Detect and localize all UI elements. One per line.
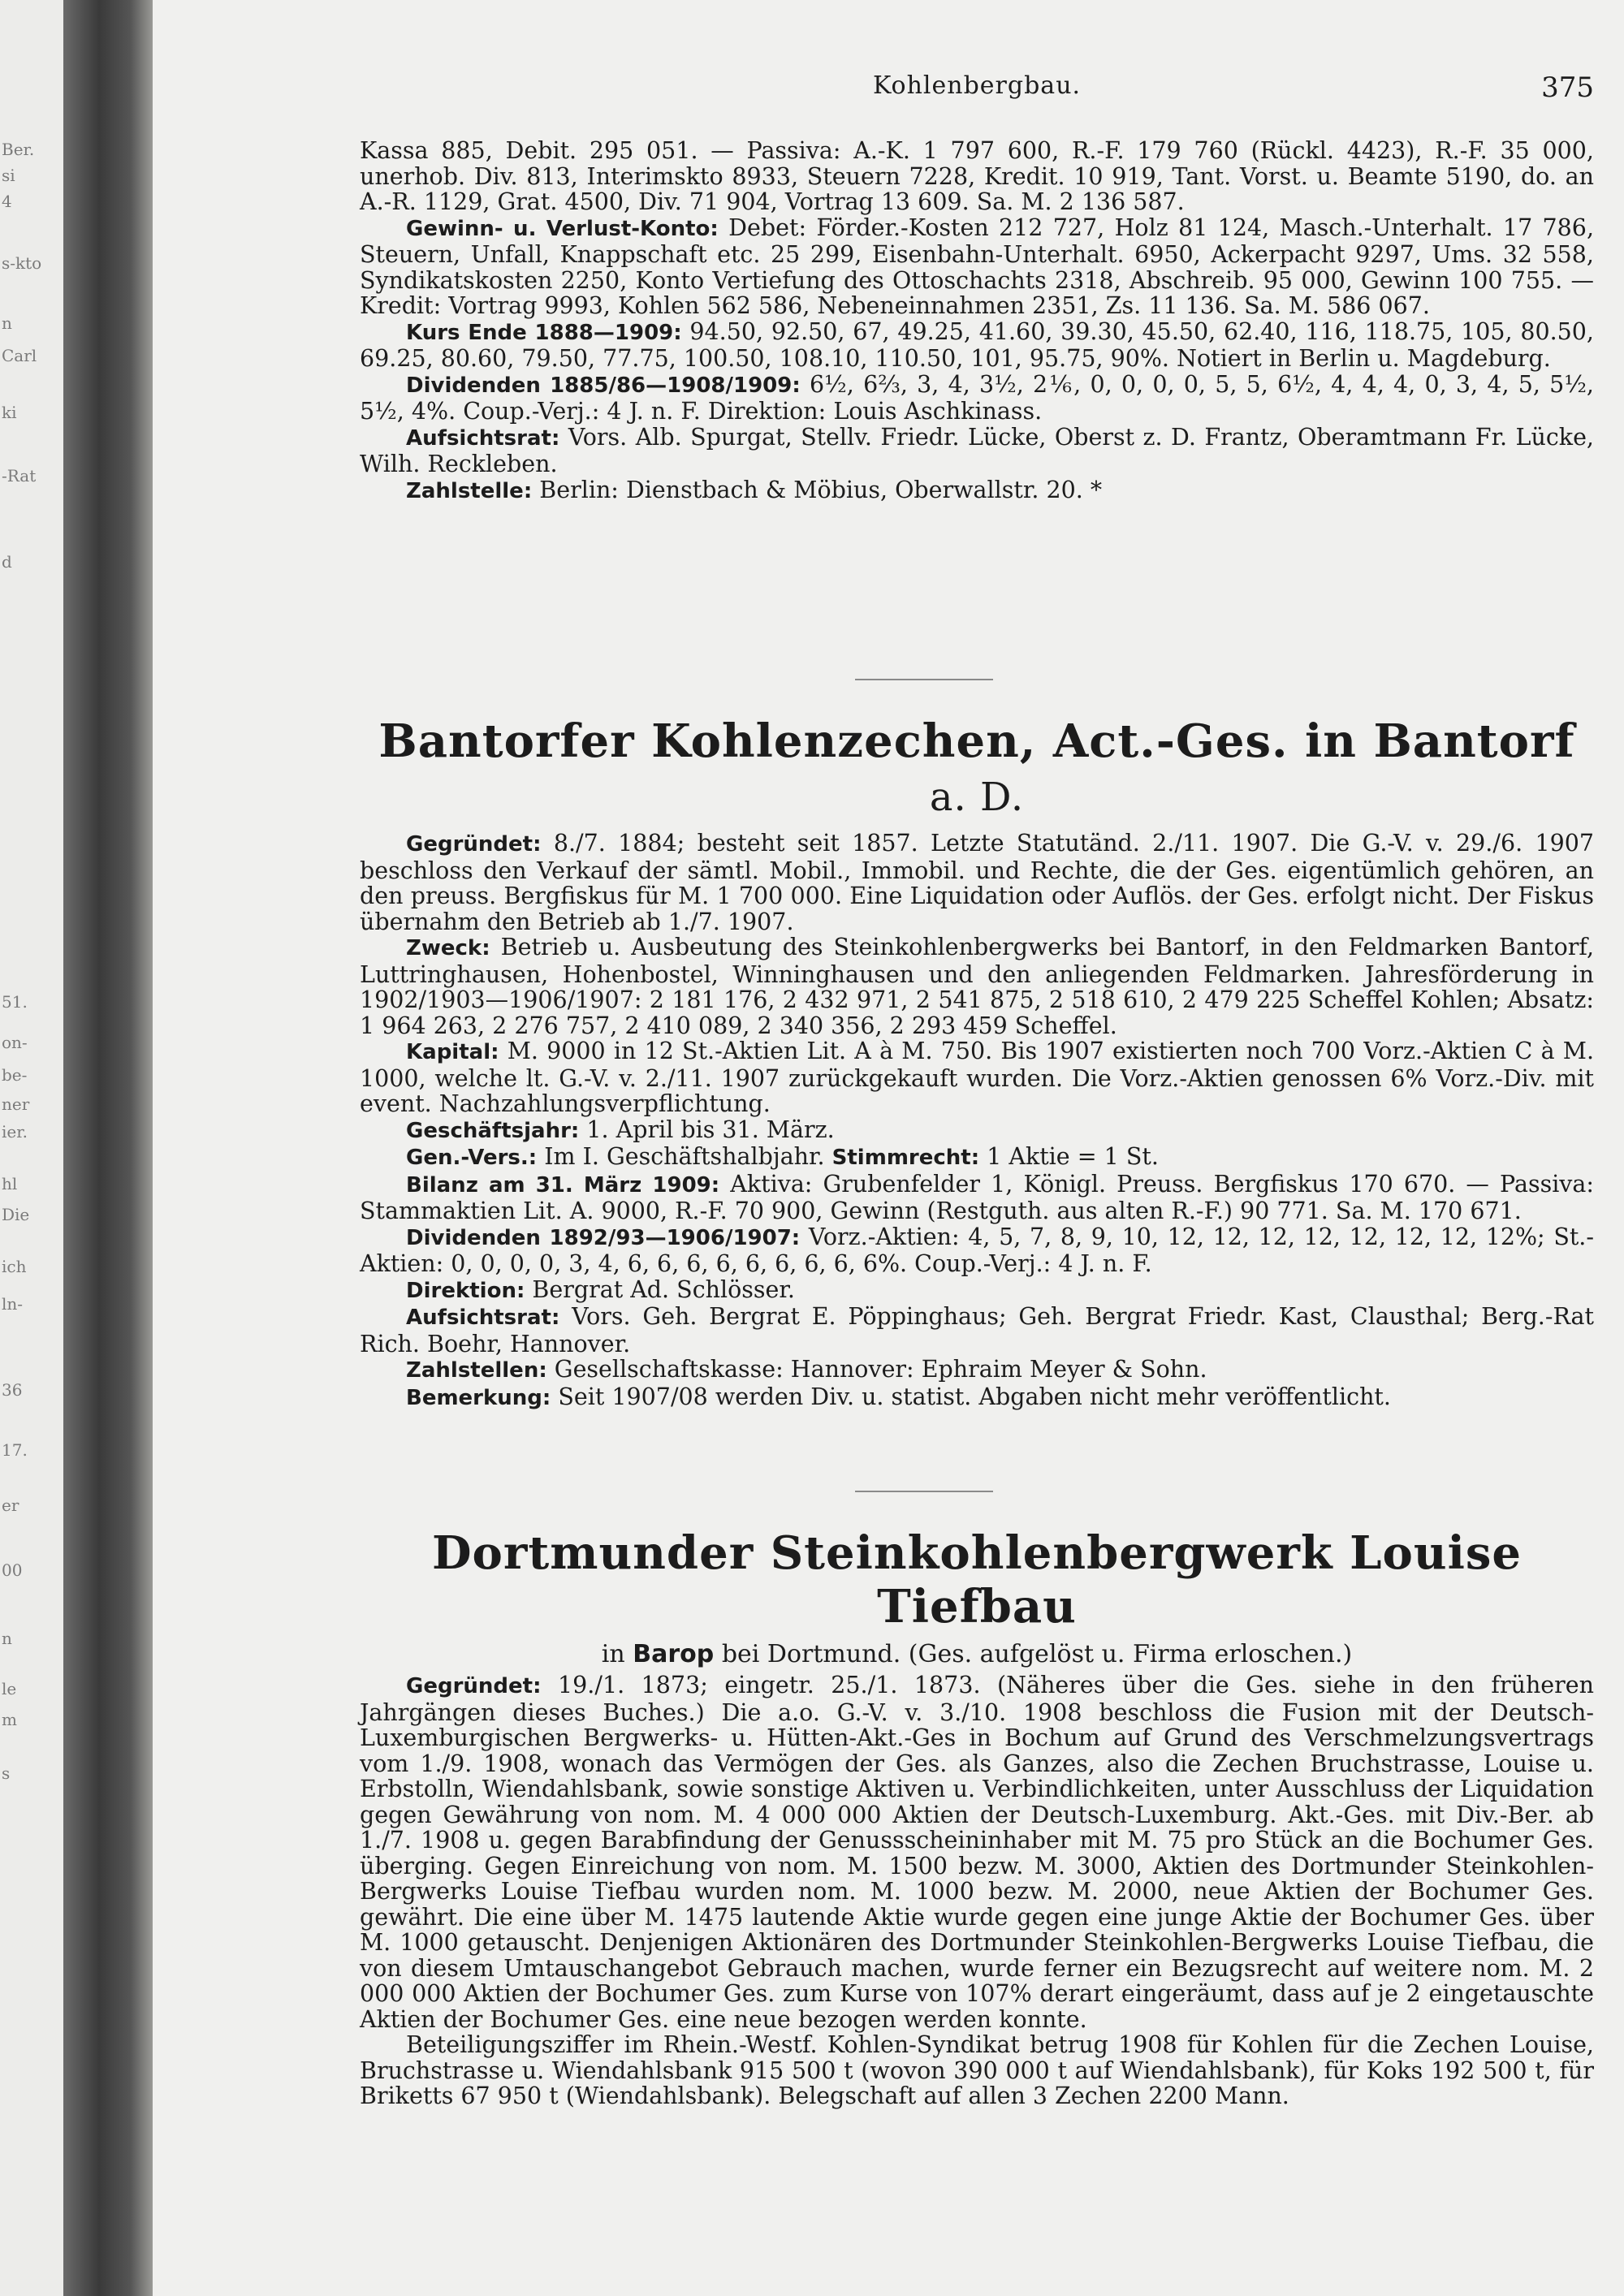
- fiscal-year: Geschäftsjahr: 1. April bis 31. März.: [406, 1116, 835, 1143]
- margin-fragment: Ber.: [2, 140, 35, 159]
- margin-fragment: n: [2, 1629, 12, 1648]
- margin-fragment: m: [2, 1710, 17, 1729]
- founded: Gegründet: 19./1. 1873; eingetr. 25./1. 1873. (Näheres über die Ges. siehe in den früheren Jahrgängen dieses Buches.) Die a.o. G.-V. v. 3./10. 1908 beschloss die Fusion mit der Deutsch-Luxemburgischen Bergwerks- u. Hütten-Akt.-Ges in Bochum auf Grund des Verschmelzungsvertrags vom 1./9. 1908, wonach das Vermögen der Ges. als Ganzes, also die Zechen Bruchstrasse, Louise u. Erbstolln, Wiendahlsbank, sowie sonstige Aktiven u. Verbindlichkeiten, unter Ausschluss der Liquidation gegen Gewährung von nom. M. 4 000 000 Aktien der Deutsch-Luxemburg. Akt.-Ges. mit Div.-Ber. ab 1./7. 1908 u. gegen Barabfindung der Genussscheininhaber mit M. 75 pro Stück an die Bochumer Ges. überging. Gegen Einreichung von nom. M. 1500 bezw. M. 3000, Aktien des Dortmunder Steinkohlen-Bergwerks Louise Tiefbau wurden nom. M. 1000 bezw. M. 2000, neue Aktien der Bochumer Ges. gewährt. Die eine über M. 1475 lautende Aktie wurde gegen eine junge Aktie der Bochumer Ges. über M. 1000 getauscht. Denjenigen Aktionären des Dortmunder Steinkohlen-Bergwerks Louise Tiefbau, die von diesem Umtauschangebot Gebrauch machen, wurde ferner ein Bezugsrecht auf weitere nom. M. 2 000 000 Aktien der Bochumer Ges. zum Kurse von 107% derart eingeräumt, dass auf je 2 eingetauschte Aktien der Bochumer Ges. eine neue bezogen werden konnte.: [360, 1672, 1595, 2033]
- syndicate-quota: Beteiligungsziffer im Rhein.-Westf. Kohlen-Syndikat betrug 1908 für Kohlen für die Zechen Louise, Bruchstrasse u. Wiendahlsbank 915 500 t (wovon 390 000 t auf Wiendahlsbank), für Koks 192 500 t, für Briketts 67 950 t (Wiendahlsbank). Belegschaft auf allen 3 Zechen 2200 Mann.: [360, 2031, 1594, 2109]
- margin-fragment: ki: [2, 403, 17, 422]
- entry-dortmund: [360, 1526, 1594, 2109]
- section-divider: [855, 1491, 993, 1492]
- dividends: Dividenden 1892/93—1906/1907: Vorz.-Aktien: 4, 5, 7, 8, 9, 10, 12, 12, 12, 12, 12, 12, 12, 12%; St.-Aktien: 0, 0, 0, 0, 3, 4, 6, 6, 6, 6, 6, 6, 6, 6, 6%. Coup.-Verj.: 4 J. n. F.: [360, 1223, 1594, 1277]
- margin-fragment: hl: [2, 1174, 18, 1193]
- margin-fragment: s: [2, 1763, 11, 1783]
- company-location: in Barop bei Dortmund. (Ges. aufgelöst u. Firma erloschen.): [601, 1640, 1353, 1668]
- margin-fragment: -Rat: [2, 466, 37, 486]
- balance-continuation: Kassa 885, Debit. 295 051. — Passiva: A.-K. 1 797 600, R.-F. 179 760 (Rückl. 4423), R.-F. 35 000, unerhob. Div. 813, Interimskto 8933, Steuern 7228, Kredit. 10 919, Tant. Vorst. u. Beamte 5190, do. an A.-R. 1129, Grat. 4500, Div. 71 904, Vortrag 13 609. Sa. M. 2 136 587.: [360, 137, 1594, 215]
- paying-agent: Zahlstelle: Berlin: Dienstbach & Möbius, Oberwallstr. 20. *: [406, 476, 1103, 503]
- margin-fragment: 36: [2, 1380, 23, 1400]
- margin-fragment: ner: [2, 1094, 30, 1114]
- margin-fragment: ich: [2, 1257, 27, 1276]
- margin-fragment: d: [2, 552, 12, 572]
- paying-agents: Zahlstellen: Gesellschaftskasse: Hannover: Ephraim Meyer & Sohn.: [406, 1356, 1207, 1383]
- founded: Gegründet: 8./7. 1884; besteht seit 1857. Letzte Statutänd. 2./11. 1907. Die G.-V. v. 29./6. 1907 beschloss den Verkauf der sämtl. Mobil., Immobil. und Rechte, die der Ges. eigentümlich gehören, an den preuss. Bergfiskus für M. 1 700 000. Eine Liquidation oder Auflös. der Ges. erfolgt nicht. Der Fiskus übernahm den Betrieb ab 1./7. 1907.: [360, 830, 1595, 935]
- margin-fragment: s-kto: [2, 253, 42, 273]
- page-number: 375: [1541, 71, 1594, 104]
- book-page: [153, 0, 1624, 2296]
- management: Direktion: Bergrat Ad. Schlösser.: [406, 1275, 795, 1303]
- margin-fragment: 4: [2, 192, 12, 211]
- company-heading: Bantorfer Kohlenzechen, Act.-Ges. in Bantorf a. D.: [378, 714, 1575, 820]
- company-heading: Dortmunder Steinkohlenbergwerk Louise Tiefbau: [431, 1526, 1522, 1634]
- section-divider: [855, 679, 993, 680]
- margin-fragment: 00: [2, 1560, 23, 1580]
- remark: Bemerkung: Seit 1907/08 werden Div. u. statist. Abgaben nicht mehr veröffentlicht.: [406, 1383, 1391, 1410]
- margin-fragment: ln-: [2, 1294, 24, 1314]
- margin-fragment: be-: [2, 1065, 28, 1085]
- dividends: Dividenden 1885/86—1908/1909: 6½, 6⅔, 3, 4, 3½, 2⅙, 0, 0, 0, 0, 5, 5, 6½, 4, 4, 4, 0, 3, 4, 5, 5½, 5½, 4%. Coup.-Verj.: 4 J. n. F. Direktion: Louis Aschkinass.: [360, 370, 1594, 425]
- margin-fragment: n: [2, 313, 12, 333]
- general-meeting: Gen.-Vers.: Im I. Geschäftshalbjahr. Stimmrecht: 1 Aktie = 1 St.: [406, 1143, 1159, 1170]
- margin-fragment: Carl: [2, 346, 37, 365]
- facing-page-margin: [0, 0, 63, 2296]
- entry-continued: [360, 138, 1594, 504]
- running-head: [360, 71, 1594, 104]
- margin-fragment: ier.: [2, 1122, 28, 1142]
- running-title: Kohlenbergbau.: [872, 71, 1082, 100]
- margin-fragment: 51.: [2, 992, 28, 1012]
- balance-sheet: Bilanz am 31. März 1909: Aktiva: Grubenfelder 1, Königl. Preuss. Bergfiskus 170 670. — Passiva: Stammaktien Lit. A. 9000, R.-F. 70 900, Gewinn (Restguth. aus alten R.-F.) 90 771. Sa. M. 170 671.: [360, 1170, 1595, 1224]
- margin-fragment: 17.: [2, 1440, 28, 1460]
- entry-bantorf: [360, 714, 1594, 1411]
- book-spine: [63, 0, 153, 2296]
- supervisory-board: Aufsichtsrat: Vors. Alb. Spurgat, Stellv. Friedr. Lücke, Oberst z. D. Frantz, Oberamtmann Fr. Lücke, Wilh. Reckleben.: [360, 423, 1594, 477]
- supervisory-board: Aufsichtsrat: Vors. Geh. Bergrat E. Pöppinghaus; Geh. Bergrat Friedr. Kast, Clausthal; Berg.-Rat Rich. Boehr, Hannover.: [360, 1303, 1595, 1357]
- purpose: Zweck: Betrieb u. Ausbeutung des Steinkohlenbergwerks bei Bantorf, in den Feldmarken Bantorf, Luttringhausen, Hohenbostel, Winninghausen und den anliegenden Feldmarken. Jahresförderung in 1902/1903—1906/1907: 2 181 176, 2 432 971, 2 541 875, 2 518 610, 2 479 225 Scheffel Kohlen; Absatz: 1 964 263, 2 276 757, 2 410 089, 2 340 356, 2 293 459 Scheffel.: [360, 934, 1595, 1039]
- margin-fragment: er: [2, 1495, 19, 1515]
- price-history: Kurs Ende 1888—1909: 94.50, 92.50, 67, 49.25, 41.60, 39.30, 45.50, 62.40, 116, 118.75, 105, 80.50, 69.25, 80.60, 79.50, 77.75, 100.50, 108.10, 110.50, 101, 95.75, 90%. Notiert in Berlin u. Magdeburg.: [360, 317, 1594, 372]
- margin-fragment: on-: [2, 1033, 28, 1052]
- margin-fragment: Die: [2, 1205, 30, 1224]
- capital: Kapital: M. 9000 in 12 St.-Aktien Lit. A à M. 750. Bis 1907 existierten noch 700 Vorz.-Aktien C à M. 1000, welche lt. G.-V. v. 2./11. 1907 zurückgekauft wurden. Die Vorz.-Aktien genossen 6% Vorz.-Div. mit event. Nachzahlungsverpflichtung.: [360, 1038, 1595, 1117]
- margin-fragment: le: [2, 1679, 17, 1698]
- margin-fragment: si: [2, 166, 15, 185]
- profit-loss-account: Gewinn- u. Verlust-Konto: Debet: Förder.-Kosten 212 727, Holz 81 124, Masch.-Unterhalt. 17 786, Steuern, Unfall, Knappschaft etc. 25 299, Eisenbahn-Unterhalt. 6950, Ackerpacht 9297, Ums. 32 558, Syndikatskosten 2250, Konto Vertiefung des Ottoschachts 2318, Abschreib. 95 000, Gewinn 100 755. — Kredit: Vortrag 9993, Kohlen 562 586, Nebeneinnahmen 2351, Zs. 11 136. Sa. M. 586 067.: [360, 214, 1595, 319]
